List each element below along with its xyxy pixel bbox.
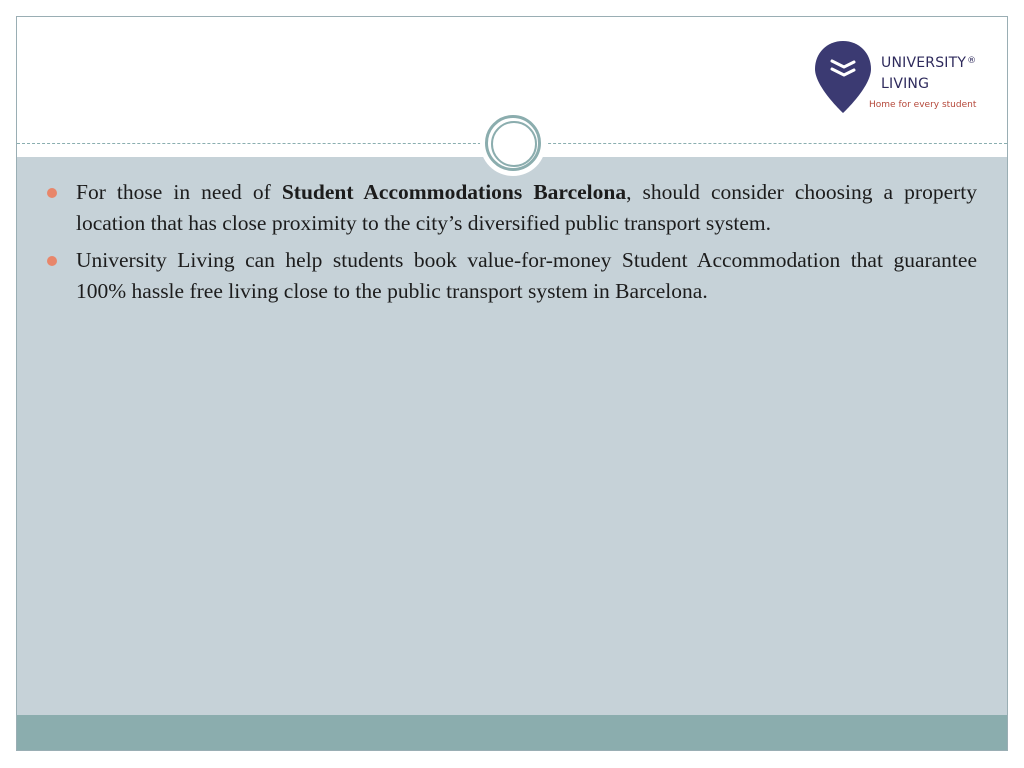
bullet-item-1 (47, 177, 977, 239)
logo-tagline: Home for every student (869, 100, 977, 110)
logo-brand-line2: LIVING (881, 76, 930, 92)
bullet-dot-icon (47, 256, 57, 266)
bullet-1-text-start: For those in need of (76, 180, 282, 204)
logo-brand-line1: UNIVERSITY (881, 55, 967, 71)
footer-bar (17, 715, 1007, 750)
logo-brand-name (881, 53, 976, 95)
location-pin-icon (813, 39, 873, 117)
divider-circle-inner (491, 121, 537, 167)
bullet-1-text-end: , should consider choosing a property location that has close proximity to the city’s diversified public transport system. (76, 180, 978, 235)
bullet-item-2 (47, 245, 977, 307)
bullet-1-bold-keyword[interactable]: Student Accommodations Barcelona (281, 180, 627, 204)
bullet-2-text: University Living can help students book value-for-money Student Accommodation that guarantee 100% hassle free living close to the public transport system in Barcelona. (76, 248, 977, 303)
slide (16, 16, 1008, 751)
bullet-dot-icon (47, 188, 57, 198)
bullet-list (47, 177, 977, 313)
university-living-logo[interactable] (813, 39, 993, 119)
registered-mark: ® (967, 56, 977, 66)
